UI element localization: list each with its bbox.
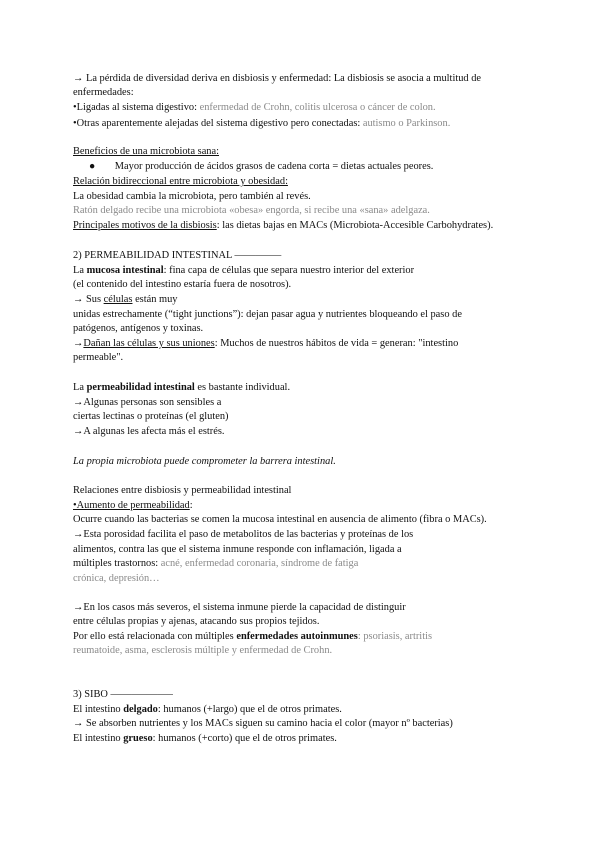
text-fragment: : Muchos de nuestros hábitos de vida = generan: "intestino bbox=[214, 338, 459, 349]
bullet-icon: ● bbox=[89, 161, 96, 172]
text-fragment: La bbox=[73, 265, 87, 276]
text-fragment: están muy bbox=[132, 294, 178, 305]
relations-line-2: →Esta porosidad facilita el paso de metabolitos de las bacterias y proteínas de los bbox=[73, 529, 414, 540]
benefits-heading: Beneficios de una microbiota sana: bbox=[73, 146, 219, 157]
relations-line-8 bbox=[73, 630, 540, 644]
text-fragment: → Sus bbox=[73, 294, 104, 305]
text-fragment: Por ello está relacionada con múltiples bbox=[73, 631, 237, 642]
mucosa-line bbox=[73, 264, 540, 278]
sensitivity-line: →Algunas personas son sensibles a bbox=[73, 397, 222, 408]
sibo-line-1 bbox=[73, 703, 540, 717]
benefit-text: Mayor producción de ácidos grasos de cadena corta = dietas actuales peores. bbox=[114, 161, 434, 172]
pathogens-line: patógenos, antígenos y toxinas. bbox=[73, 323, 204, 334]
sibo-line-3 bbox=[73, 732, 540, 746]
stress-line: →A algunas les afecta más el estrés. bbox=[73, 426, 225, 437]
text-fragment: : humanos (+largo) que el de otros primates. bbox=[157, 704, 342, 715]
relations-line-3: alimentos, contra las que el sistema inmune responde con inflamación, ligada a bbox=[73, 544, 402, 555]
relation-text: La obesidad cambia la microbiota, pero también al revés. bbox=[73, 191, 311, 202]
relation-example: Ratón delgado recibe una microbiota «obesa» engorda, si recibe una «sana» adelgaza. bbox=[73, 205, 430, 216]
disorder-examples: acné, enfermedad coronaria, síndrome de fatiga bbox=[160, 558, 359, 569]
damage-term: Dañan las células y sus uniones bbox=[83, 338, 215, 349]
tight-junctions-line: unidas estrechamente (“tight junctions”): dejan pasar agua y nutrientes bloqueando el paso de bbox=[73, 309, 462, 320]
permeability-individual-line bbox=[73, 381, 540, 395]
sensitivity-line-2: ciertas lectinas o proteínas (el gluten) bbox=[73, 411, 229, 422]
cells-line bbox=[73, 293, 540, 307]
mucosa-term: mucosa intestinal bbox=[86, 265, 164, 276]
bullet-label: •Otras aparentemente alejadas del sistema digestivo pero conectadas: bbox=[73, 118, 363, 129]
relations-line-6: →En los casos más severos, el sistema inmune pierde la capacidad de distinguir bbox=[73, 602, 406, 613]
cells-term: células bbox=[103, 294, 133, 305]
intro-bullet-digestive bbox=[73, 101, 540, 115]
benefits-list-item bbox=[73, 160, 540, 174]
relations-line-9: reumatoide, asma, esclerosis múltiple y enfermedad de Crohn. bbox=[73, 645, 333, 656]
intro-bullet-other bbox=[73, 117, 540, 131]
subheading-text: •Aumento de permeabilidad bbox=[73, 500, 190, 511]
intro-line-1: → La pérdida de diversidad deriva en disbiosis y enfermedad: La disbiosis se asocia a multitud de bbox=[73, 73, 482, 84]
intro-line-2: enfermedades: bbox=[73, 87, 134, 98]
sibo-line-2: → Se absorben nutrientes y los MACs siguen su camino hacia el color (mayor nº bacterias) bbox=[73, 718, 453, 729]
section-title-permeability: 2) PERMEABILIDAD INTESTINAL ——–—— bbox=[73, 250, 282, 261]
section-title-sibo: 3) SIBO ——–——–— bbox=[73, 689, 173, 700]
text-fragment: : humanos (+corto) que el de otros primates. bbox=[152, 733, 337, 744]
text-fragment: El intestino bbox=[73, 704, 124, 715]
large-intestine-term: grueso bbox=[123, 733, 153, 744]
bullet-examples: autismo o Parkinson. bbox=[362, 118, 451, 129]
text-fragment: El intestino bbox=[73, 733, 124, 744]
text-fragment: es bastante individual. bbox=[194, 382, 291, 393]
relations-subheading bbox=[73, 499, 540, 513]
relations-line-1: Ocurre cuando las bacterias se comen la mucosa intestinal en ausencia de alimento (fibra o MACs). bbox=[73, 514, 487, 525]
motives-text: : las dietas bajas en MACs (Microbiota-Accesible Carbohydrates). bbox=[216, 220, 494, 231]
autoimmune-term: enfermedades autoinmunes bbox=[236, 631, 358, 642]
motives-heading: Principales motivos de la disbiosis bbox=[73, 220, 217, 231]
relations-line-7: entre células propias y ajenas, atacando sus propios tejidos. bbox=[73, 616, 320, 627]
mucosa-line-2: (el contenido del intestino estaría fuera de nosotros). bbox=[73, 279, 292, 290]
small-intestine-term: delgado bbox=[123, 704, 158, 715]
bullet-examples: enfermedad de Crohn, colitis ulcerosa o cáncer de colon. bbox=[199, 102, 436, 113]
bullet-label: •Ligadas al sistema digestivo: bbox=[73, 102, 200, 113]
relations-line-5: crónica, depresión… bbox=[73, 573, 160, 584]
text-fragment: múltiples trastornos: bbox=[73, 558, 161, 569]
relation-heading: Relación bidireccional entre microbiota y obesidad: bbox=[73, 176, 288, 187]
italic-note: La propia microbiota puede comprometer la barrera intestinal. bbox=[73, 456, 336, 467]
permeability-term: permeabilidad intestinal bbox=[86, 382, 195, 393]
relations-heading: Relaciones entre disbiosis y permeabilidad intestinal bbox=[73, 485, 292, 496]
motives-line bbox=[73, 219, 540, 233]
text-fragment: : fina capa de células que separa nuestro interior del exterior bbox=[163, 265, 415, 276]
arrow: → bbox=[73, 338, 84, 349]
damage-line bbox=[73, 337, 540, 351]
autoimmune-examples: : psoriasis, artritis bbox=[357, 631, 433, 642]
text-fragment: La bbox=[73, 382, 87, 393]
text-fragment: : bbox=[189, 500, 193, 511]
damage-line-2: permeable". bbox=[73, 352, 124, 363]
relations-line-4 bbox=[73, 557, 540, 571]
